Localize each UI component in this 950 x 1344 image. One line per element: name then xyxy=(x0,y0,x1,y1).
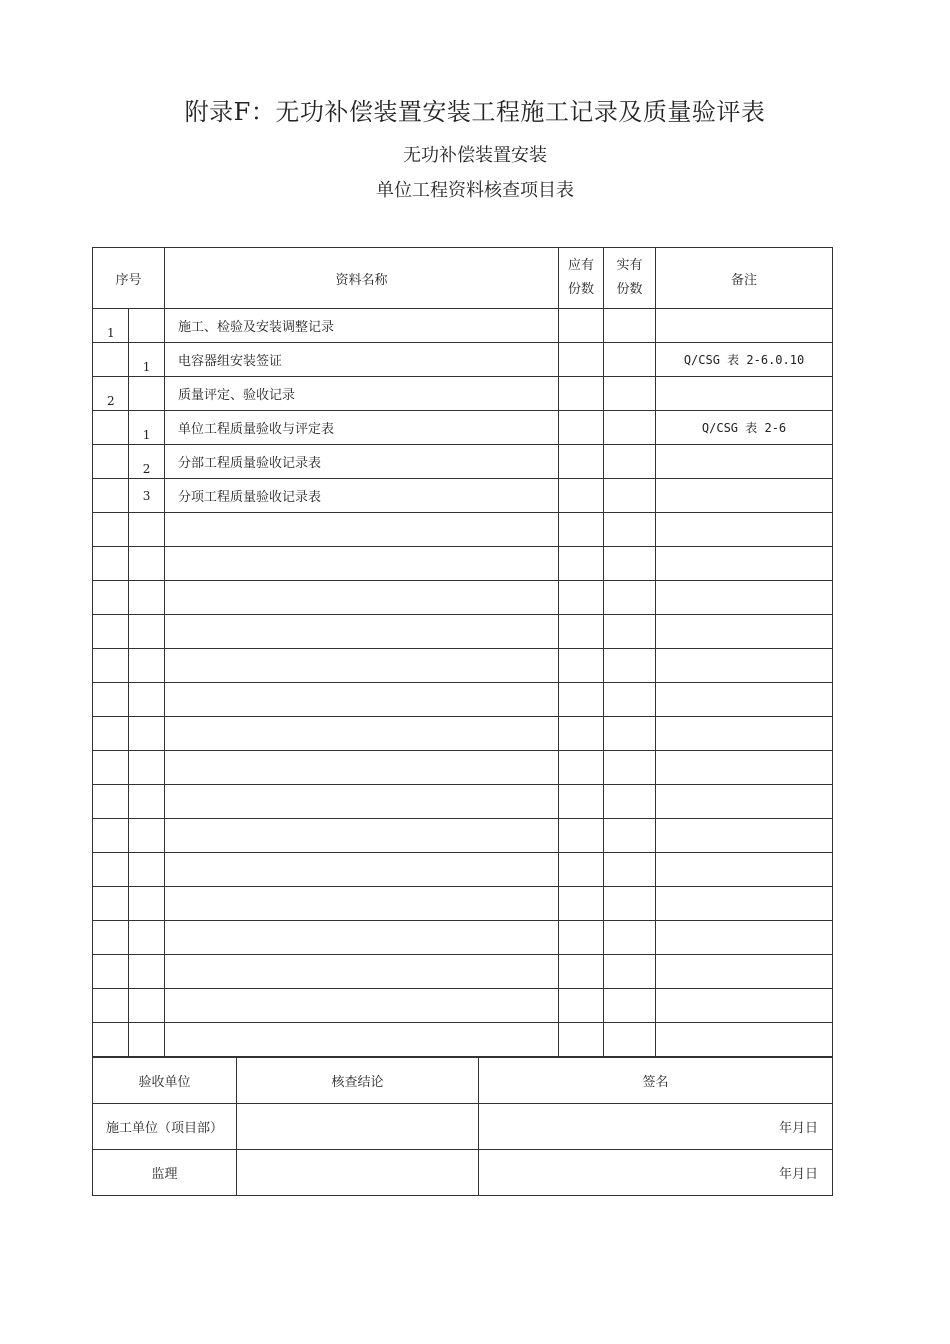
row-actual-count[interactable] xyxy=(604,717,656,751)
document-check-table xyxy=(92,247,833,1057)
row-actual-count[interactable] xyxy=(604,683,656,717)
table-row xyxy=(93,377,833,411)
row-should-count[interactable] xyxy=(559,751,604,785)
row-note[interactable] xyxy=(656,955,833,989)
row-document-name[interactable] xyxy=(165,581,559,615)
row-seq-major[interactable] xyxy=(93,581,129,615)
row-should-count[interactable] xyxy=(559,513,604,547)
row-seq-minor[interactable] xyxy=(129,547,165,581)
row-seq-major[interactable] xyxy=(93,751,129,785)
row-actual-count[interactable] xyxy=(604,921,656,955)
table-row-empty xyxy=(93,853,833,887)
row-seq-minor-text: 3 xyxy=(142,488,151,503)
row-seq-major[interactable] xyxy=(93,819,129,853)
table-header-row xyxy=(93,248,833,309)
header-name: 资料名称 xyxy=(165,248,559,309)
table-row xyxy=(93,309,833,343)
row-seq-minor xyxy=(129,377,165,411)
row-seq-minor-text: 1 xyxy=(142,360,151,374)
row-actual-count[interactable] xyxy=(604,751,656,785)
row-document-name[interactable] xyxy=(165,1023,559,1057)
row-note[interactable] xyxy=(656,921,833,955)
table-row-empty xyxy=(93,513,833,547)
row-note[interactable] xyxy=(656,717,833,751)
table-row-empty xyxy=(93,615,833,649)
row-note[interactable] xyxy=(656,547,833,581)
row-should-count[interactable] xyxy=(559,887,604,921)
table-row-empty xyxy=(93,547,833,581)
row-note[interactable] xyxy=(656,751,833,785)
row-seq-minor xyxy=(129,445,165,479)
row-document-name[interactable] xyxy=(165,547,559,581)
table-row-empty xyxy=(93,921,833,955)
row-seq-major[interactable] xyxy=(93,547,129,581)
row-actual-count[interactable] xyxy=(604,547,656,581)
row-actual-count[interactable] xyxy=(604,513,656,547)
row-note xyxy=(656,445,833,479)
row-actual-count[interactable] xyxy=(604,853,656,887)
row-should-count[interactable] xyxy=(559,819,604,853)
row-note xyxy=(656,479,833,513)
page-title: 附录F：无功补偿装置安装工程施工记录及质量验评表 xyxy=(184,98,766,126)
row-document-name[interactable] xyxy=(165,649,559,683)
row-seq-minor xyxy=(129,411,165,445)
row-seq-minor[interactable] xyxy=(129,1023,165,1057)
row-seq-major[interactable] xyxy=(93,989,129,1023)
row-actual-count[interactable] xyxy=(604,887,656,921)
row-should-count[interactable] xyxy=(559,411,604,445)
row-document-name: 电容器组安装签证 xyxy=(165,343,559,377)
row-document-name[interactable] xyxy=(165,785,559,819)
row-actual-count[interactable] xyxy=(604,819,656,853)
row-actual-count[interactable] xyxy=(604,377,656,411)
header-seq: 序号 xyxy=(93,248,165,309)
row-document-name: 分部工程质量验收记录表 xyxy=(165,445,559,479)
row-note xyxy=(656,377,833,411)
row-seq-minor[interactable] xyxy=(129,989,165,1023)
row-seq-minor[interactable] xyxy=(129,581,165,615)
row-seq-minor[interactable] xyxy=(129,887,165,921)
row-seq-minor xyxy=(129,479,165,513)
row-note xyxy=(656,309,833,343)
row-seq-minor[interactable] xyxy=(129,921,165,955)
row-document-name: 质量评定、验收记录 xyxy=(165,377,559,411)
row-should-count[interactable] xyxy=(559,853,604,887)
row-should-count[interactable] xyxy=(559,547,604,581)
table-row-empty xyxy=(93,819,833,853)
row-note[interactable] xyxy=(656,581,833,615)
row-seq-major-text: 2 xyxy=(107,394,115,408)
header-should-line2: 份数 xyxy=(568,282,595,297)
row-should-count[interactable] xyxy=(559,649,604,683)
row-seq-minor[interactable] xyxy=(129,683,165,717)
row-seq-major[interactable] xyxy=(93,615,129,649)
table-row-empty xyxy=(93,581,833,615)
row-actual-count[interactable] xyxy=(604,581,656,615)
row-should-count[interactable] xyxy=(559,615,604,649)
table-row-empty xyxy=(93,717,833,751)
row-seq-major[interactable] xyxy=(93,887,129,921)
row-seq-minor[interactable] xyxy=(129,717,165,751)
row-document-name[interactable] xyxy=(165,921,559,955)
row-actual-count[interactable] xyxy=(604,411,656,445)
row-seq-major[interactable] xyxy=(93,717,129,751)
table-row xyxy=(93,411,833,445)
row-seq-minor-text: 1 xyxy=(142,428,151,442)
row-document-name[interactable] xyxy=(165,615,559,649)
row-document-name: 单位工程质量验收与评定表 xyxy=(165,411,559,445)
row-document-name[interactable] xyxy=(165,683,559,717)
row-should-count[interactable] xyxy=(559,343,604,377)
row-note[interactable] xyxy=(656,615,833,649)
row-note: Q/CSG 表 2-6 xyxy=(656,411,833,445)
row-document-name: 施工、检验及安装调整记录 xyxy=(165,309,559,343)
row-document-name[interactable] xyxy=(165,989,559,1023)
row-should-count[interactable] xyxy=(559,445,604,479)
row-seq-minor xyxy=(129,343,165,377)
row-seq-major xyxy=(93,377,129,411)
sign-unit-construction: 施工单位（项目部） xyxy=(93,1104,237,1150)
table-row-empty xyxy=(93,887,833,921)
page-subtitle-table: 单位工程资料核查项目表 xyxy=(376,180,574,201)
sign-conclusion-construction[interactable] xyxy=(237,1104,479,1150)
sign-header-conclusion: 核查结论 xyxy=(237,1058,479,1104)
row-document-name[interactable] xyxy=(165,853,559,887)
row-seq-major xyxy=(93,309,129,343)
row-should-count[interactable] xyxy=(559,377,604,411)
header-should-line1: 应有 xyxy=(568,258,595,273)
header-should-count xyxy=(559,248,604,309)
row-note[interactable] xyxy=(656,513,833,547)
row-note[interactable] xyxy=(656,785,833,819)
row-should-count[interactable] xyxy=(559,581,604,615)
sign-date-construction[interactable]: 年月日 xyxy=(479,1104,833,1150)
row-document-name[interactable] xyxy=(165,513,559,547)
row-actual-count[interactable] xyxy=(604,649,656,683)
row-note[interactable] xyxy=(656,853,833,887)
row-note[interactable] xyxy=(656,989,833,1023)
row-seq-major[interactable] xyxy=(93,785,129,819)
table-row-empty xyxy=(93,1023,833,1057)
row-seq-minor[interactable] xyxy=(129,751,165,785)
sign-conclusion-supervision[interactable] xyxy=(237,1150,479,1196)
row-seq-minor[interactable] xyxy=(129,615,165,649)
table-row-empty xyxy=(93,683,833,717)
row-seq-major[interactable] xyxy=(93,853,129,887)
row-should-count[interactable] xyxy=(559,955,604,989)
row-should-count[interactable] xyxy=(559,479,604,513)
row-seq-minor-text: 2 xyxy=(142,462,151,476)
row-note[interactable] xyxy=(656,683,833,717)
row-note: Q/CSG 表 2-6.0.10 xyxy=(656,343,833,377)
page-subtitle-project: 无功补偿装置安装 xyxy=(403,145,547,166)
header-actual-count xyxy=(604,248,656,309)
row-seq-major xyxy=(93,479,129,513)
row-document-name[interactable] xyxy=(165,887,559,921)
table-row xyxy=(93,445,833,479)
row-seq-minor[interactable] xyxy=(129,785,165,819)
row-seq-major[interactable] xyxy=(93,513,129,547)
row-should-count[interactable] xyxy=(559,989,604,1023)
row-seq-major[interactable] xyxy=(93,955,129,989)
sign-header-signature: 签名 xyxy=(479,1058,833,1104)
table-row-empty xyxy=(93,785,833,819)
table-row-empty xyxy=(93,649,833,683)
row-seq-minor xyxy=(129,309,165,343)
header-actual-line1: 实有 xyxy=(616,258,643,273)
row-actual-count[interactable] xyxy=(604,309,656,343)
row-note[interactable] xyxy=(656,1023,833,1057)
table-row-empty xyxy=(93,751,833,785)
row-actual-count[interactable] xyxy=(604,989,656,1023)
table-row xyxy=(93,343,833,377)
row-document-name[interactable] xyxy=(165,955,559,989)
header-note: 备注 xyxy=(656,248,833,309)
table-row-empty xyxy=(93,955,833,989)
row-seq-major xyxy=(93,445,129,479)
header-actual-line2: 份数 xyxy=(616,282,643,297)
row-document-name[interactable] xyxy=(165,819,559,853)
row-seq-major[interactable] xyxy=(93,1023,129,1057)
row-actual-count[interactable] xyxy=(604,445,656,479)
sign-row-supervision xyxy=(93,1150,833,1196)
row-should-count[interactable] xyxy=(559,921,604,955)
row-seq-major xyxy=(93,411,129,445)
row-should-count[interactable] xyxy=(559,717,604,751)
row-document-name: 分项工程质量验收记录表 xyxy=(165,479,559,513)
table-row xyxy=(93,479,833,513)
table-row-empty xyxy=(93,989,833,1023)
sign-unit-supervision: 监理 xyxy=(93,1150,237,1196)
sign-header-row xyxy=(93,1058,833,1104)
row-document-name[interactable] xyxy=(165,717,559,751)
row-note[interactable] xyxy=(656,819,833,853)
acceptance-sign-table xyxy=(92,1057,833,1196)
row-actual-count[interactable] xyxy=(604,1023,656,1057)
row-should-count[interactable] xyxy=(559,309,604,343)
row-actual-count[interactable] xyxy=(604,343,656,377)
row-seq-minor[interactable] xyxy=(129,955,165,989)
row-should-count[interactable] xyxy=(559,1023,604,1057)
row-actual-count[interactable] xyxy=(604,615,656,649)
row-seq-minor[interactable] xyxy=(129,513,165,547)
sign-date-supervision[interactable]: 年月日 xyxy=(479,1150,833,1196)
row-should-count[interactable] xyxy=(559,683,604,717)
row-seq-minor[interactable] xyxy=(129,853,165,887)
sign-row-construction xyxy=(93,1104,833,1150)
row-seq-major[interactable] xyxy=(93,921,129,955)
row-actual-count[interactable] xyxy=(604,785,656,819)
row-note[interactable] xyxy=(656,649,833,683)
row-seq-minor[interactable] xyxy=(129,819,165,853)
row-actual-count[interactable] xyxy=(604,955,656,989)
row-document-name[interactable] xyxy=(165,751,559,785)
row-seq-major[interactable] xyxy=(93,683,129,717)
row-seq-major[interactable] xyxy=(93,649,129,683)
sign-header-unit: 验收单位 xyxy=(93,1058,237,1104)
row-seq-minor[interactable] xyxy=(129,649,165,683)
row-should-count[interactable] xyxy=(559,785,604,819)
row-actual-count[interactable] xyxy=(604,479,656,513)
row-seq-major xyxy=(93,343,129,377)
row-note[interactable] xyxy=(656,887,833,921)
row-seq-major-text: 1 xyxy=(107,326,115,340)
